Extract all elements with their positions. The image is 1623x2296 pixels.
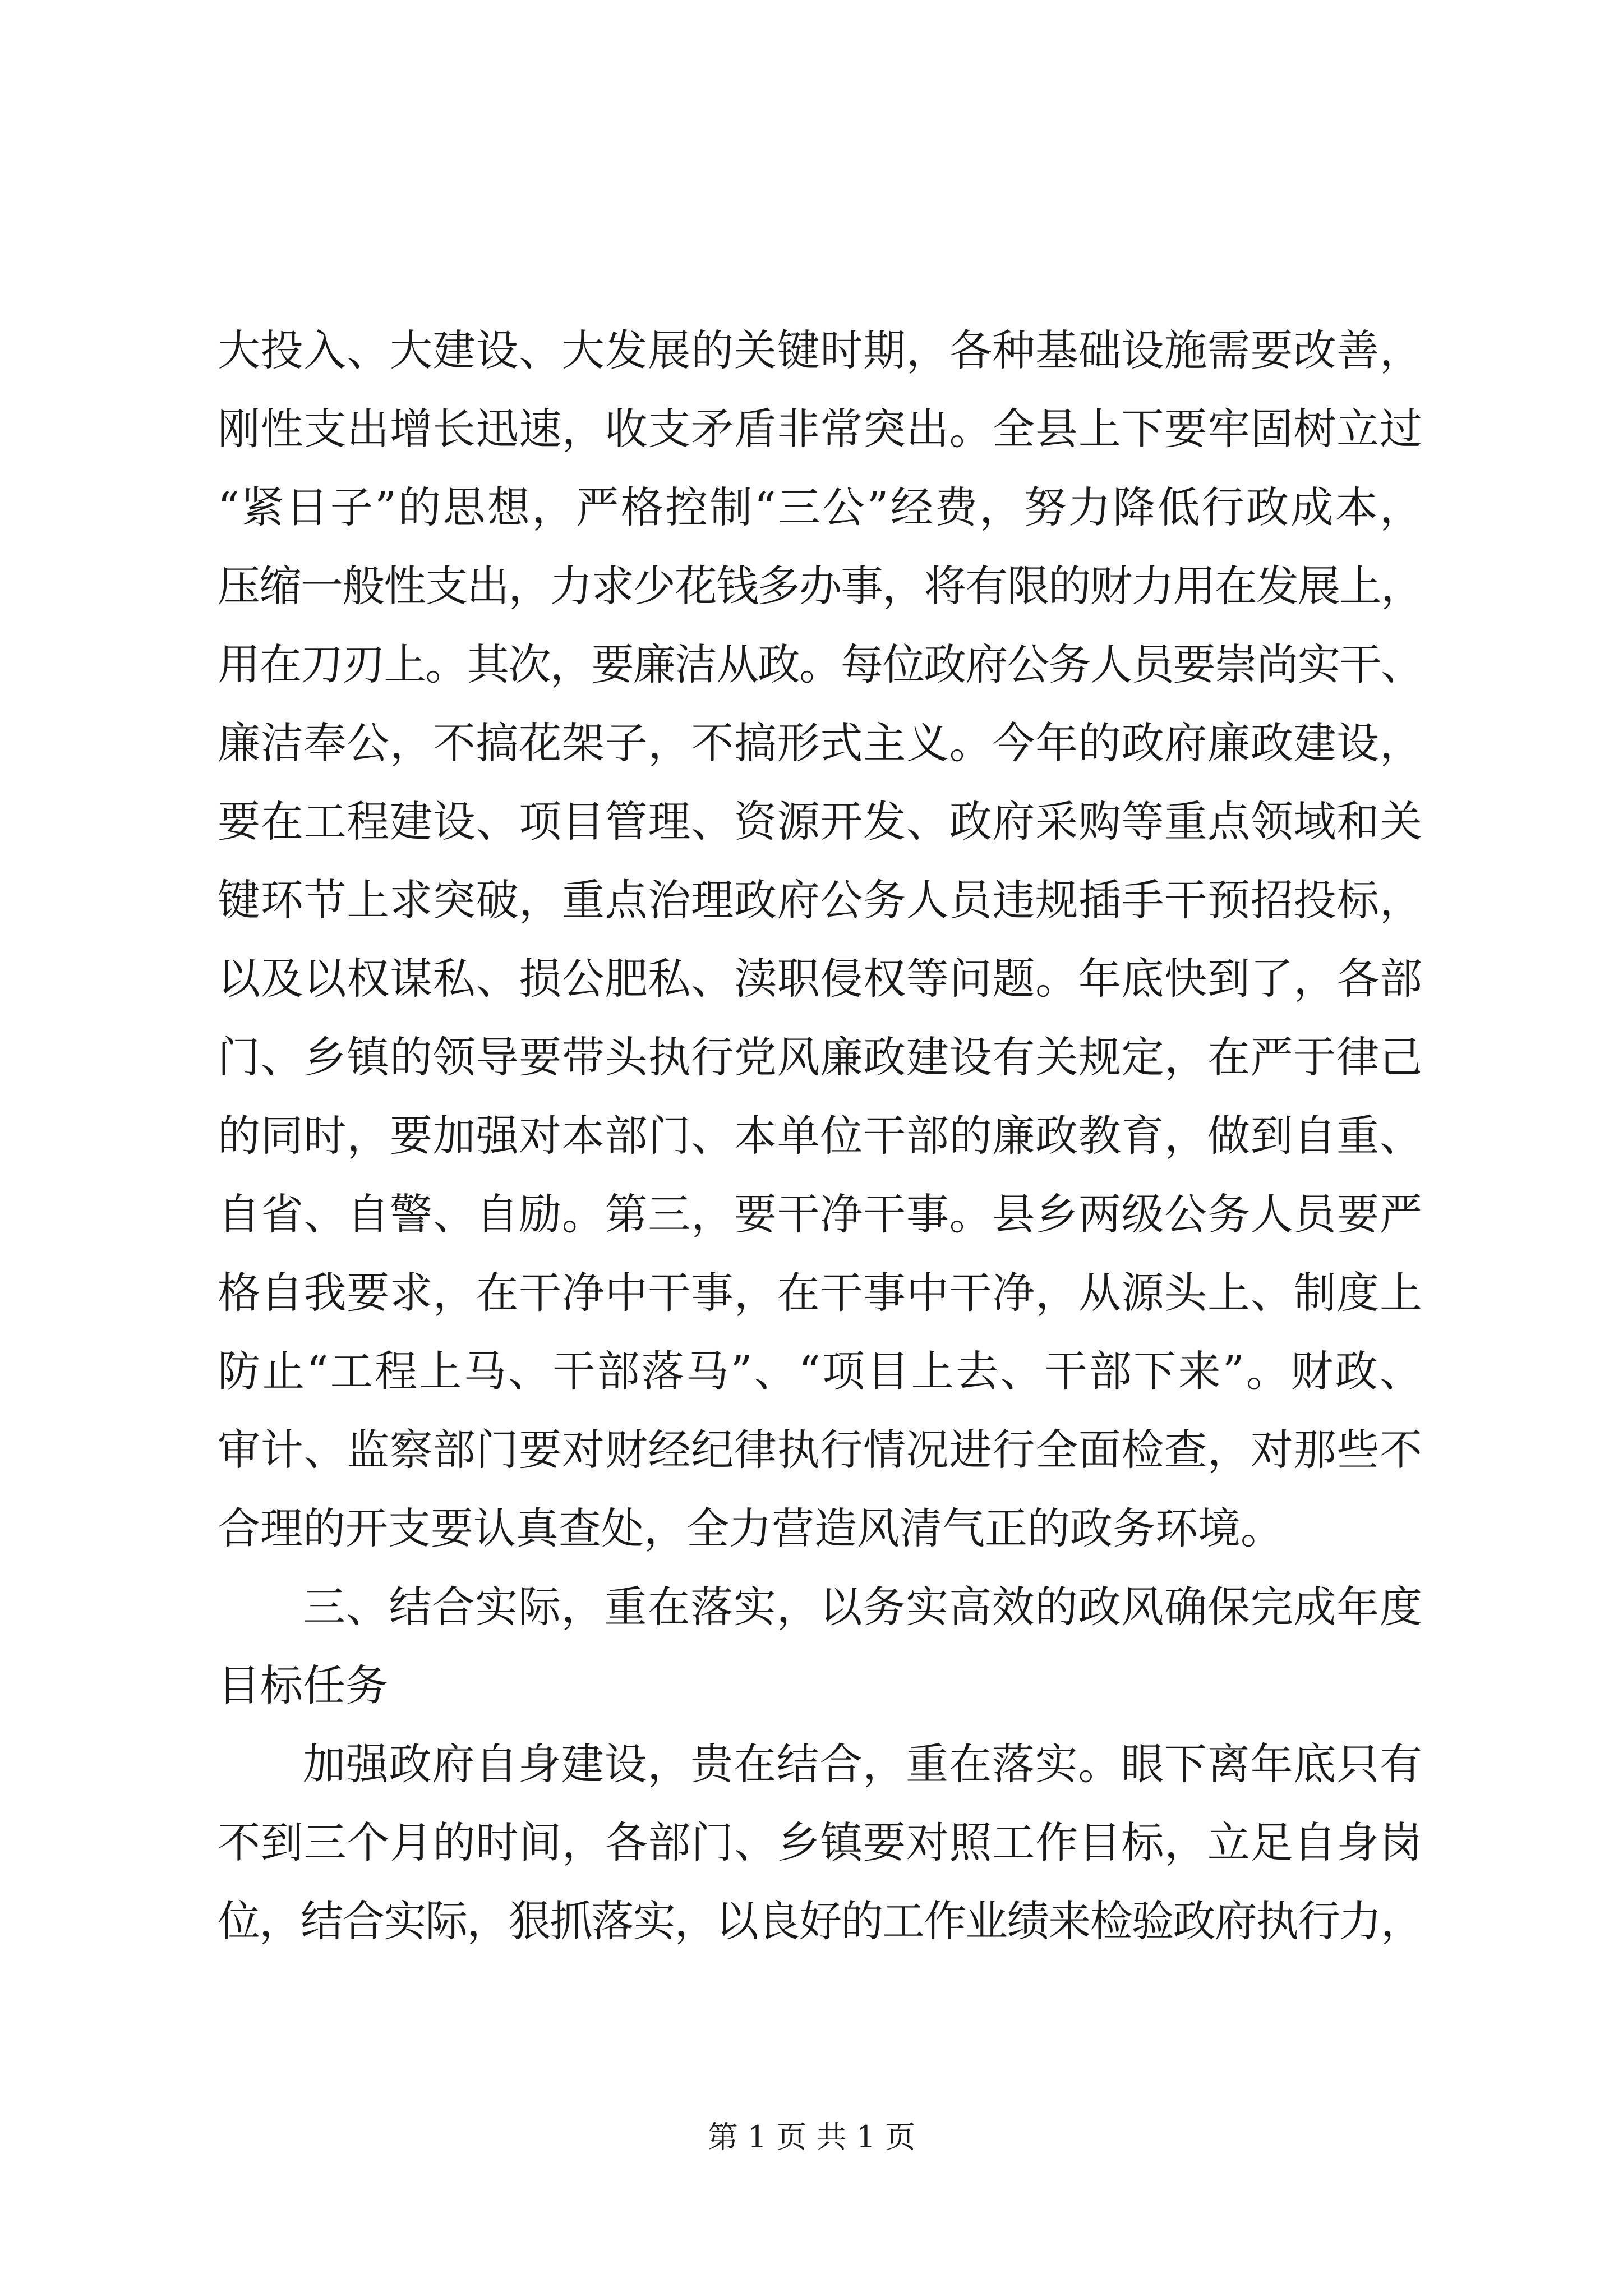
section-heading-line: 三、结合实际，重在落实，以务实高效的政风确保完成年度 <box>303 1582 1422 1632</box>
body-text-line: 大投入、大建设、大发展的关键时期，各种基础设施需要改善， <box>218 325 1422 375</box>
body-text-line: 加强政府自身建设，贵在结合，重在落实。眼下离年底只有 <box>303 1739 1422 1789</box>
body-text-line: 格自我要求，在干净中干事，在干事中干净，从源头上、制度上 <box>218 1268 1422 1318</box>
body-text-line: 键环节上求突破，重点治理政府公务人员违规插手干预招投标， <box>218 875 1422 925</box>
body-text-line: 防止“工程上马、干部落马”、“项目上去、干部下来”。财政、 <box>218 1346 1422 1396</box>
page-footer: 第 1 页 共 1 页 <box>707 2119 916 2155</box>
body-text-line: 门、乡镇的领导要带头执行党风廉政建设有关规定，在严于律己 <box>218 1032 1422 1082</box>
body-text-line: 刚性支出增长迅速，收支矛盾非常突出。全县上下要牢固树立过 <box>218 404 1422 454</box>
section-heading-line: 目标任务 <box>218 1660 388 1710</box>
body-text-line: 以及以权谋私、损公肥私、渎职侵权等问题。年底快到了，各部 <box>218 954 1422 1004</box>
body-text-line: 用在刀刃上。其次，要廉洁从政。每位政府公务人员要崇尚实干、 <box>218 639 1422 689</box>
body-text-line: 位，结合实际，狠抓落实，以良好的工作业绩来检验政府执行力， <box>218 1896 1422 1946</box>
body-text-line: 合理的开支要认真查处，全力营造风清气正的政务环境。 <box>218 1503 1283 1553</box>
body-text-line: “紧日子”的思想，严格控制“三公”经费，努力降低行政成本， <box>218 482 1422 532</box>
body-text-line: 审计、监察部门要对财经纪律执行情况进行全面检查，对那些不 <box>218 1425 1422 1475</box>
body-text-line: 不到三个月的时间，各部门、乡镇要对照工作目标，立足自身岗 <box>218 1818 1422 1867</box>
body-text-line: 的同时，要加强对本部门、本单位干部的廉政教育，做到自重、 <box>218 1111 1422 1161</box>
body-text-line: 廉洁奉公，不搞花架子，不搞形式主义。今年的政府廉政建设， <box>218 718 1422 768</box>
body-text-line: 自省、自警、自励。第三，要干净干事。县乡两级公务人员要严 <box>218 1189 1422 1239</box>
body-text-line: 要在工程建设、项目管理、资源开发、政府采购等重点领域和关 <box>218 797 1422 846</box>
body-text-line: 压缩一般性支出，力求少花钱多办事，将有限的财力用在发展上， <box>218 561 1422 611</box>
